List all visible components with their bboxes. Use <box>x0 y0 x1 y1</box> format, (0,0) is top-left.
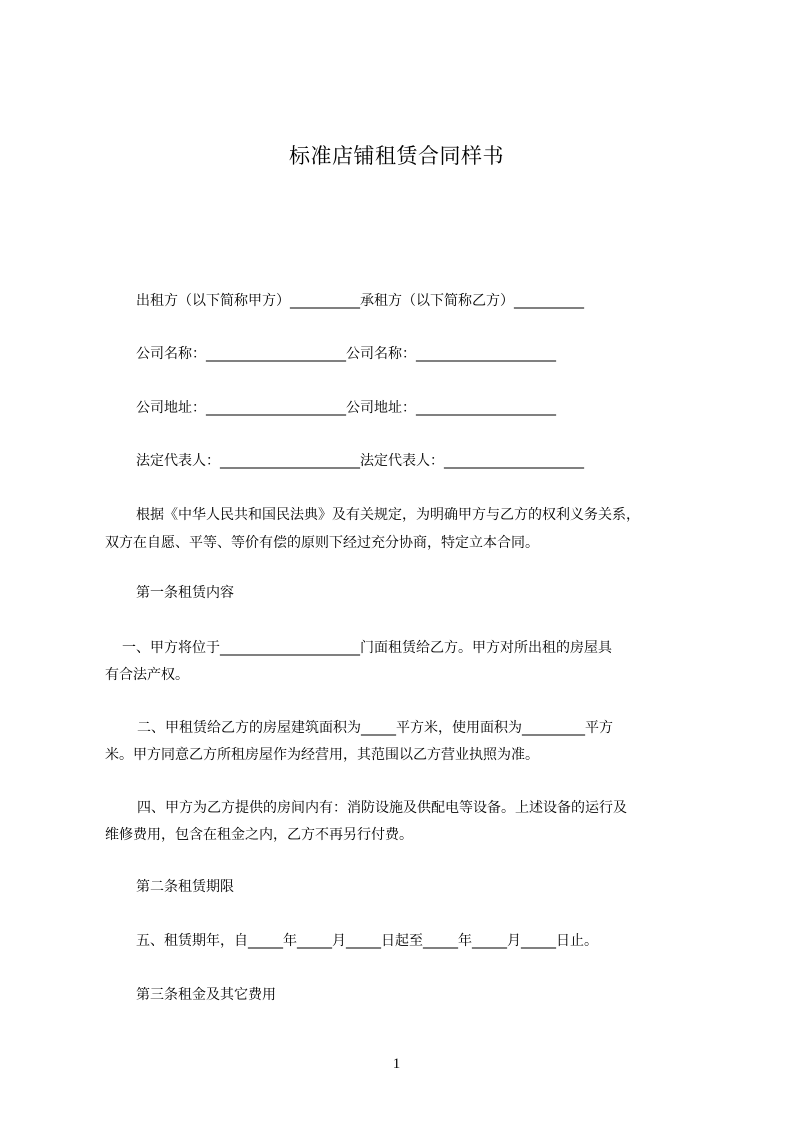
legal-representative-line: 法定代表人：____________________法定代表人：____________________ <box>136 453 584 469</box>
clause-2-line-2: 米。甲方同意乙方所租房屋作为经营用，其范围以乙方营业执照为准。 <box>105 747 539 763</box>
company-address-line: 公司地址：____________________公司地址：____________________ <box>136 400 556 416</box>
page-number: 1 <box>392 1056 401 1072</box>
article-3-heading: 第三条租金及其它费用 <box>136 987 276 1003</box>
party-line: 出租方（以下简称甲方）__________承租方（以下简称乙方）__________ <box>136 293 584 309</box>
clause-1-line-2: 有合法产权。 <box>105 667 189 683</box>
clause-4-line-1: 四、甲方为乙方提供的房间内有：消防设施及供配电等设备。上述设备的运行及 <box>137 800 627 816</box>
article-1-heading: 第一条租赁内容 <box>136 585 234 601</box>
preamble-line-1: 根据《中华人民共和国民法典》及有关规定，为明确甲方与乙方的权利义务关系， <box>136 507 640 523</box>
preamble-line-2: 双方在自愿、平等、等价有偿的原则下经过充分协商，特定立本合同。 <box>105 535 539 551</box>
company-name-line: 公司名称：____________________公司名称：____________________ <box>136 346 556 362</box>
clause-4-line-2: 维修费用，包含在租金之内，乙方不再另行付费。 <box>105 827 413 843</box>
article-2-heading: 第二条租赁期限 <box>136 879 234 895</box>
clause-1-line-1: 一、甲方将位于____________________门面租赁给乙方。甲方对所出租的房屋具 <box>122 640 612 656</box>
document-title: 标准店铺租赁合同样书 <box>289 144 504 168</box>
clause-2-line-1: 二、甲租赁给乙方的房屋建筑面积为_____平方米，使用面积为_________平方 <box>137 720 613 736</box>
clause-5-line: 五、租赁期年，自_____年_____月_____日起至_____年_____月_____日止。 <box>136 933 598 949</box>
